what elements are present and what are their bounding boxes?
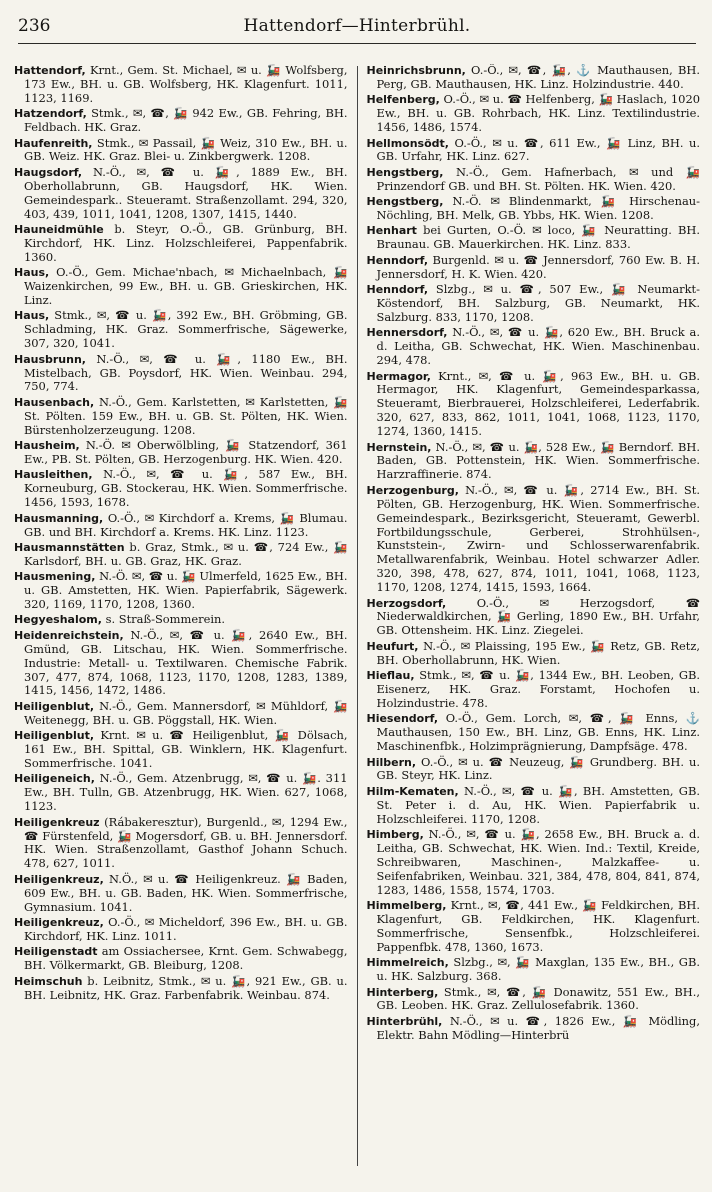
entry-text: b. Steyr, O.-Ö., GB. Grünburg, BH. Kirchdorf, HK. Linz. Holzschleiferei, Pappenfabrik. 1360. xyxy=(24,221,348,264)
entry-text: N.-Ö., ✉ Plaissing, 195 Ew., 🚂 Retz, GB. Retz, BH. Oberhollabrunn, HK. Wien. xyxy=(376,638,700,667)
gazetteer-entry xyxy=(367,326,701,368)
entry-text: Stmk., ✉, ☎, 🚂 Donawitz, 551 Ew., BH., GB. Leoben. HK. Graz. Zellulosefabrik. 1360. xyxy=(376,984,700,1013)
entry-text: O.-Ö., ✉ u. ☎ Neuzeug, 🚂 Grundberg. BH. u. GB. Steyr, HK. Linz. xyxy=(376,754,700,783)
entry-headword: Hausenbach, xyxy=(14,395,95,409)
gazetteer-entry xyxy=(14,396,348,438)
entry-text: N.-Ö., ✉, ☎ u. 🚂, 2658 Ew., BH. Bruck a. d. Leitha, GB. Schwechat, HK. Wien. Ind.: Textil, Kreide, Schreibwaren, Maschinen-, Malzkaffee- u. Seifenfabriken, Weinbau. 321, 384, 478, 804, 841, 874, 1283, 1486, 1558, 1574, 1703. xyxy=(376,827,700,897)
entry-headword: Heinrichsbrunn, xyxy=(366,64,466,77)
entry-headword: Hausbrunn, xyxy=(14,352,86,366)
gazetteer-entry xyxy=(367,484,701,595)
gazetteer-entry xyxy=(14,729,348,771)
entry-text: N.-Ö., ✉, ☎ u. 🚂, 1889 Ew., BH. Oberhollabrunn, GB. Haugsdorf, HK. Wien. Gemeindespark.. Steueramt. Straßenzollamt. 294, 320, 403, 439, 1011, 1041, 1208, 1307, 1415, 1440. xyxy=(24,164,348,221)
gazetteer-entry xyxy=(14,570,348,612)
entry-text: N.-Ö. ✉ Blindenmarkt, 🚂 Hirschenau-Nöchling, BH. Melk, GB. Ybbs, HK. Wien. 1208. xyxy=(376,194,700,223)
gazetteer-entry xyxy=(367,195,701,223)
entry-headword: Himmelberg, xyxy=(366,899,447,913)
entry-text: Stmk., ✉ Passail, 🚂 Weiz, 310 Ew., BH. u. GB. Weiz. HK. Graz. Blei- u. Zinkbergwerk. 1208. xyxy=(24,135,348,164)
gazetteer-entry xyxy=(367,956,701,984)
gazetteer-entry xyxy=(367,986,701,1014)
entry-text: N.Ö., ✉ u. ☎ Heiligenkreuz. 🚂 Baden, 609 Ew., BH. u. GB. Baden, HK. Wien. Sommerfrische, Gymnasium. 1041. xyxy=(24,871,348,914)
gazetteer-entry xyxy=(367,166,701,194)
entry-headword: Heidenreichstein, xyxy=(14,628,124,642)
entry-headword: Heiligenkreuz, xyxy=(14,915,104,929)
entry-text: Stmk., ✉, ☎ u. 🚂, 1344 Ew., BH. Leoben, GB. Eisenerz, HK. Graz. Forstamt, Hochofen u. Holzindustrie. 478. xyxy=(376,668,700,710)
gazetteer-entry xyxy=(14,64,348,106)
gazetteer-entry xyxy=(367,254,701,282)
gazetteer-entry xyxy=(367,1015,701,1043)
gazetteer-entry xyxy=(367,64,701,92)
entry-text: Burgenld. ✉ u. ☎ Jennersdorf, 760 Ew. B. H. Jennersdorf, H. K. Wien. 420. xyxy=(376,252,700,281)
entry-text: Krnt., Gem. St. Michael, ✉ u. 🚂 Wolfsberg, 173 Ew., BH. u. GB. Wolfsberg, HK. Klagenfurt. 1011, 1123, 1169. xyxy=(24,64,348,105)
entry-headword: Hattendorf, xyxy=(14,64,86,77)
entry-text: N.-Ö., Gem. Hafnerbach, ✉ und 🚂 Prinzendorf GB. und BH. St. Pölten. HK. Wien. 420. xyxy=(376,164,700,193)
entry-headword: Haufenreith, xyxy=(14,136,93,150)
gazetteer-entry xyxy=(14,266,348,308)
gazetteer-entry xyxy=(14,468,348,510)
gazetteer-entry xyxy=(14,916,348,944)
entry-text: O.-Ö., ✉ Kirchdorf a. Krems, 🚂 Blumau. GB. und BH. Kirchdorf a. Krems. HK. Linz. 1123. xyxy=(24,510,348,539)
entry-headword: Heimschuh xyxy=(14,974,83,988)
entry-text: Slzbg., ✉ u. ☎, 507 Ew., 🚂 Neumarkt-Köstendorf, BH. Salzburg, GB. Neumarkt, HK. Salzburg. 833, 1170, 1208. xyxy=(376,282,700,324)
entry-text: O.-Ö., Gem. Michae'nbach, ✉ Michaelnbach, 🚂 Waizenkirchen, 99 Ew., BH. u. GB. Grieskirchen, HK. Linz. xyxy=(24,265,348,307)
entry-text: N.-Ö., ✉, ☎ u. 🚂, 587 Ew., BH. Korneuburg, GB. Stockerau, HK. Wien. Sommerfrische. 1456, 1593, 1678. xyxy=(24,467,348,510)
entry-text: s. Straß-Sommerein. xyxy=(101,612,226,627)
entry-text: b. Leibnitz, Stmk., ✉ u. 🚂, 921 Ew., GB. u. BH. Leibnitz, HK. Graz. Farbenfabrik. Weinbau. 874. xyxy=(24,973,348,1002)
gazetteer-entry xyxy=(367,93,701,135)
entry-text: O.-Ö., ✉, ☎, 🚂, ⚓ Mauthausen, BH. Perg, GB. Mauthausen, HK. Linz. Holzindustrie. 440. xyxy=(376,64,700,91)
entry-text: N.-Ö., Gem. Atzenbrugg, ✉, ☎ u. 🚂. 311 Ew., BH. Tulln, GB. Atzenbrugg, HK. Wien. 627, 1068, 1123. xyxy=(24,771,348,814)
entry-text: bei Gurten, O.-Ö. ✉ loco, 🚂 Neuratting. BH. Braunau. GB. Mauerkirchen. HK. Linz. 833. xyxy=(376,223,700,252)
entry-text: N.-Ö., ✉, ☎ u. 🚂, 528 Ew., 🚂 Berndorf. BH. Baden, GB. Pottenstein, HK. Wien. Sommerfrische. Harzraffinerie. 874. xyxy=(376,439,700,482)
entry-text: (Rábakeresztur), Burgenld., ✉, 1294 Ew., ☎ Fürstenfeld, 🚂 Mogersdorf, GB. u. BH. Jennersdorf. HK. Wien. Straßenzollamt, Gasthof Johann Schuch. 478, 627, 1011. xyxy=(24,814,348,871)
header-rule xyxy=(18,43,696,44)
entry-headword: Hennersdorf, xyxy=(366,326,448,340)
gazetteer-entry xyxy=(14,137,348,165)
entry-text: O.-Ö., ✉ Micheldorf, 396 Ew., BH. u. GB. Kirchdorf, HK. Linz. 1011. xyxy=(24,914,348,943)
gazetteer-entry xyxy=(14,541,348,569)
gazetteer-entry xyxy=(14,629,348,699)
entry-headword: Hiesendorf, xyxy=(366,712,438,726)
entry-headword: Himmelreich, xyxy=(366,956,449,970)
entry-text: Stmk., ✉, ☎, 🚂 942 Ew., GB. Fehring, BH. Feldbach. HK. Graz. xyxy=(24,106,348,135)
entry-headword: Heiligenblut, xyxy=(14,729,95,743)
entry-headword: Hausheim, xyxy=(14,439,80,453)
gazetteer-entry xyxy=(367,441,701,483)
entry-text: O.-Ö., ✉ Herzogsdorf, ☎ Niederwaldkirchen, 🚂 Gerling, 1890 Ew., BH. Urfahr, GB. Ottensheim. HK. Linz. Ziegelei. xyxy=(376,595,700,638)
page-number: 236 xyxy=(18,16,51,36)
gazetteer-entry xyxy=(367,712,701,754)
entry-headword: Haus, xyxy=(14,266,50,280)
gazetteer-entry xyxy=(14,439,348,467)
entry-text: N.-Ö., ✉, ☎ u. 🚂, 2714 Ew., BH. St. Pölten, GB. Herzogenburg, HK. Wien. Sommerfrische. Gemeindespark., Bezirksgericht, Steueramt, Gewerbl. Fortbildungsschule, Gerberei, Strohhülsen-, Kunststein-, Zwirn- und Schlosserwarenfabrik. Metallwarenfabrik, Weinbau. Hotel schwarzer Adler. 320, 398, 478, 627, 874, 1011, 1041, 1068, 1123, 1170, 1208, 1274, 1415, 1593, 1664. xyxy=(376,482,700,595)
gazetteer-entry xyxy=(14,816,348,872)
entry-headword: Hausmanning, xyxy=(14,511,104,525)
running-head: Hattendorf—Hinterbrühl. xyxy=(243,16,471,36)
gazetteer-entry xyxy=(14,700,348,728)
entry-headword: Haugsdorf, xyxy=(14,165,83,179)
gazetteer-entry xyxy=(14,873,348,915)
entry-headword: Helfenberg, xyxy=(366,93,440,107)
entry-headword: Hermagor, xyxy=(366,369,431,383)
entry-headword: Hilm-Kematen, xyxy=(366,784,459,798)
entry-headword: Heiligenkreuz, xyxy=(14,872,104,886)
page-header xyxy=(14,16,700,42)
entry-headword: Heufurt, xyxy=(366,639,419,653)
left-column xyxy=(14,64,357,1184)
entry-headword: Herzogsdorf, xyxy=(366,596,447,610)
gazetteer-entry xyxy=(367,899,701,955)
entry-headword: Haus, xyxy=(14,309,50,323)
entry-text: N.-Ö., ✉, ☎ u. 🚂, 1180 Ew., BH. Mistelbach, GB. Poysdorf, HK. Wien. Weinbau. 294, 750, 774. xyxy=(24,351,348,394)
entry-text: am Ossiachersee, Krnt. Gem. Schwabegg, BH. Völkermarkt, GB. Bleiburg, 1208. xyxy=(24,944,348,973)
entry-headword: Henhart xyxy=(366,224,417,238)
entry-headword: Hilbern, xyxy=(366,755,417,769)
entry-text: O.-Ö., Gem. Lorch, ✉, ☎, 🚂 Enns, ⚓ Mauthausen, 150 Ew., BH. Linz, GB. Enns, HK. Linz. Maschinenfbk., Holzimprägnierung, Dampfsäge. 478. xyxy=(376,711,700,754)
entry-text: N.-Ö. ✉, ☎ u. 🚂 Ulmerfeld, 1625 Ew., BH. u. GB. Amstetten, HK. Wien. Papierfabrik, Sägewerk. 320, 1169, 1170, 1208, 1360. xyxy=(24,569,348,612)
gazetteer-entry xyxy=(367,224,701,252)
entry-headword: Hellmonsödt, xyxy=(366,136,449,150)
gazetteer-entry xyxy=(367,828,701,898)
entry-text: N.-Ö., ✉, ☎ u. 🚂, 620 Ew., BH. Bruck a. d. Leitha, GB. Schwechat, HK. Wien. Maschinenbau. 294, 478. xyxy=(376,325,700,368)
gazetteer-entry xyxy=(367,370,701,440)
gazetteer-entry xyxy=(367,597,701,639)
entry-text: Krnt., ✉, ☎, 441 Ew., 🚂 Feldkirchen, BH. Klagenfurt, GB. Feldkirchen, HK. Klagenfurt. Sommerfrische, Sensenfbk., Holzschleiferei. Pappenfbk. 478, 1360, 1673. xyxy=(376,898,700,954)
columns xyxy=(14,64,700,1184)
entry-text: Krnt. ✉ u. ☎ Heiligenblut, 🚂 Dölsach, 161 Ew., BH. Spittal, GB. Winklern, HK. Klagenfurt. Sommerfrische. 1041. xyxy=(24,728,348,770)
entry-text: N.-Ö., ✉ u. ☎, 1826 Ew., 🚂 Mödling, Elektr. Bahn Mödling—Hinterbrü xyxy=(376,1013,700,1042)
entry-text: Stmk., ✉, ☎ u. 🚂, 392 Ew., BH. Gröbming, GB. Schladming, HK. Graz. Sommerfrische, Sägewerke, 307, 320, 1041. xyxy=(24,308,348,351)
entry-text: N.-Ö., Gem. Mannersdorf, ✉ Mühldorf, 🚂 Weitenegg, BH. u. GB. Pöggstall, HK. Wien. xyxy=(24,698,348,727)
entry-headword: Hauneidmühle xyxy=(14,222,104,236)
entry-headword: Heiligeneich, xyxy=(14,772,95,786)
gazetteer-entry xyxy=(14,945,348,973)
entry-text: Krnt., ✉, ☎ u. 🚂, 963 Ew., BH. u. GB. Hermagor, HK. Klagenfurt, Gemeindesparkassa, Steueramt, Bierbrauerei, Holzschleiferei, Lederfabrik. 320, 627, 833, 862, 1011, 1041, 1068, 1123, 1170, 1274, 1360, 1415. xyxy=(376,368,700,439)
gazetteer-entry xyxy=(367,785,701,827)
entry-headword: Heiligenblut, xyxy=(14,699,95,713)
gazetteer-entry xyxy=(14,512,348,540)
gazetteer-entry xyxy=(14,772,348,814)
entry-headword: Hausmannstätten xyxy=(14,540,125,554)
entry-headword: Hengstberg, xyxy=(366,195,444,209)
entry-headword: Henndorf, xyxy=(366,283,429,297)
entry-headword: Heiligenkreuz xyxy=(14,815,100,829)
entry-headword: Hinterberg, xyxy=(366,985,439,999)
gazetteer-entry xyxy=(14,107,348,135)
gazetteer-entry xyxy=(14,166,348,222)
gazetteer-entry xyxy=(14,309,348,351)
entry-text: N.-Ö., Gem. Karlstetten, ✉ Karlstetten, 🚂 St. Pölten. 159 Ew., BH. u. GB. St. Pölten, HK. Wien. Bürstenholzerzeugung. 1208. xyxy=(24,394,348,437)
entry-headword: Hernstein, xyxy=(366,440,432,454)
gazetteer-entry xyxy=(367,137,701,165)
gazetteer-entry xyxy=(367,669,701,711)
entry-text: N.-Ö. ✉ Oberwölbling, 🚂 Statzendorf, 361 Ew., PB. St. Pölten, GB. Herzogenburg. HK. Wien. 420. xyxy=(24,438,348,466)
entry-headword: Henndorf, xyxy=(366,253,429,267)
entry-headword: Hegyeshalom, xyxy=(14,613,102,627)
right-column xyxy=(358,64,701,1184)
entry-headword: Hengstberg, xyxy=(366,165,444,179)
entry-headword: Heiligenstadt xyxy=(14,945,98,959)
entry-headword: Herzogenburg, xyxy=(366,483,459,497)
gazetteer-entry xyxy=(14,223,348,265)
gazetteer-entry xyxy=(367,283,701,325)
entry-headword: Hinterbrühl, xyxy=(366,1014,443,1028)
entry-headword: Hieflau, xyxy=(366,669,415,683)
entry-headword: Hausleithen, xyxy=(14,468,93,482)
entry-text: b. Graz, Stmk., ✉ u. ☎, 724 Ew., 🚂 Karlsdorf, BH. u. GB. Graz, HK. Graz. xyxy=(24,539,348,568)
entry-text: O.-Ö., ✉ u. ☎, 611 Ew., 🚂 Linz, BH. u. GB. Urfahr, HK. Linz. 627. xyxy=(376,135,700,164)
gazetteer-entry xyxy=(367,756,701,784)
entry-headword: Himberg, xyxy=(366,828,424,842)
gazetteer-entry xyxy=(14,353,348,395)
gazetteer-entry xyxy=(367,640,701,668)
entry-headword: Hausmening, xyxy=(14,570,96,584)
entry-text: Slzbg., ✉, 🚂 Maxglan, 135 Ew., BH., GB. u. HK. Salzburg. 368. xyxy=(376,955,700,984)
entry-text: N.-Ö., ✉, ☎ u. 🚂, 2640 Ew., BH. Gmünd, GB. Litschau, HK. Wien. Sommerfrische. Industrie: Metall- u. Textilwaren. Chemische Fabrik. 307, 477, 874, 1068, 1123, 1170, 1208, 1283, 1389, 1415, 1456, 1472, 1486. xyxy=(24,627,348,698)
entry-headword: Hatzendorf, xyxy=(14,107,87,121)
entry-text: N.-Ö., ✉, ☎ u. 🚂, BH. Amstetten, GB. St. Peter i. d. Au, HK. Wien. Papierfabrik u. Holzschleiferei. 1170, 1208. xyxy=(376,783,700,826)
gazetteer-entry xyxy=(14,975,348,1003)
entry-text: O.-Ö., ✉ u. ☎ Helfenberg, 🚂 Haslach, 1020 Ew., BH. u. GB. Rohrbach, HK. Linz. Textilindustrie. 1456, 1486, 1574. xyxy=(376,92,700,135)
gazetteer-entry xyxy=(14,613,348,627)
